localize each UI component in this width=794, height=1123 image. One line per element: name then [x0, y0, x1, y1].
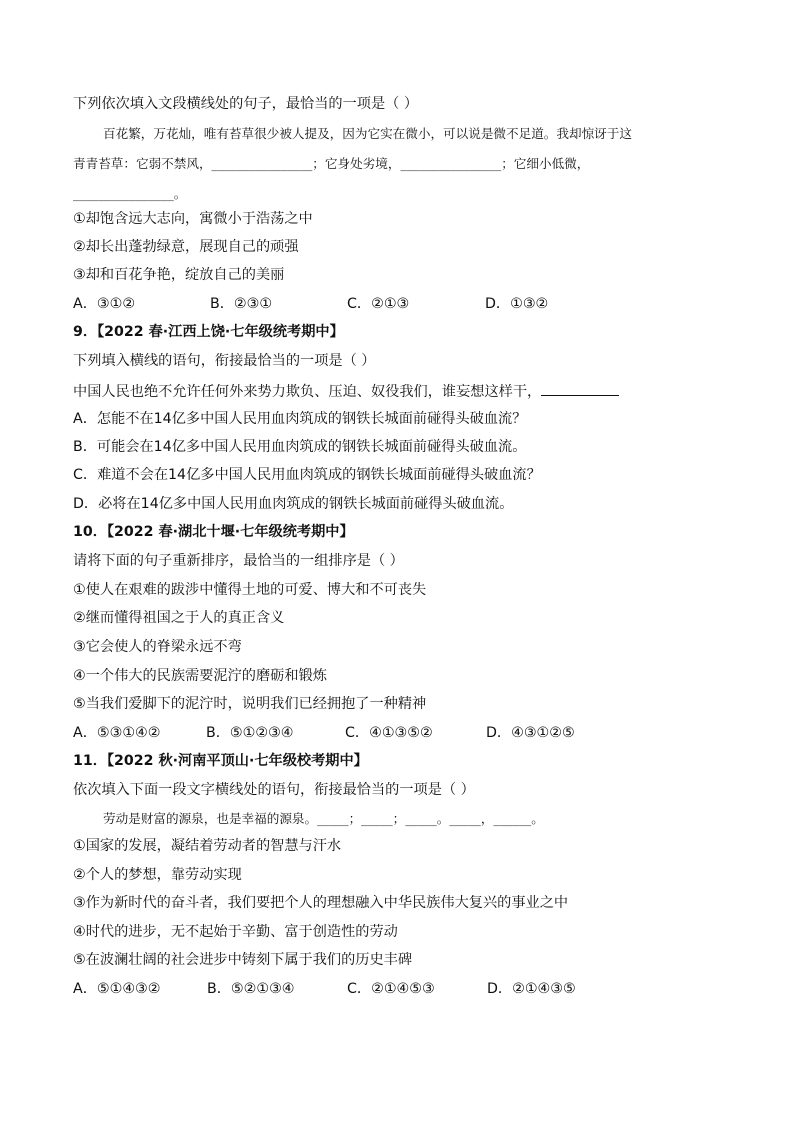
q8-item-1: ①却饱含远大志向，寓微小于浩荡之中: [73, 211, 313, 227]
q11-stem: 依次填入下面一段文字横线处的语句，衔接最恰当的一项是（ ）: [73, 782, 475, 798]
q9-sentence-text: 中国人民也绝不允许任何外来势力欺负、压迫、奴役我们，谁妄想这样干，: [73, 384, 542, 400]
q10-item-3: ③它会使人的脊梁永远不弯: [73, 639, 242, 655]
q11-option-b: B．⑤②①③④: [207, 981, 295, 997]
q8-stem: 下列依次填入文段横线处的句子，最恰当的一项是（ ）: [73, 96, 419, 112]
q8-option-d: D．①③②: [485, 296, 549, 312]
q8-passage-line-3: ________________。: [73, 186, 187, 201]
q9-option-a: A．怎能不在14亿多中国人民用血肉筑成的钢铁长城面前碰得头破血流？: [73, 411, 527, 427]
q11-item-2: ②个人的梦想，靠劳动实现: [73, 867, 242, 883]
q10-item-4: ④一个伟大的民族需要泥泞的磨砺和锻炼: [73, 668, 327, 684]
q11-item-3: ③作为新时代的奋斗者，我们要把个人的理想融入中华民族伟大复兴的事业之中: [73, 895, 569, 911]
q8-passage-line-2: 青青苔草：它弱不禁风，________________；它身处劣境，________________；它细小低微，: [73, 156, 590, 171]
q11-option-c: C．②①④⑤③: [347, 981, 435, 997]
q10-item-5: ⑤当我们爱脚下的泥泞时，说明我们已经拥抱了一种精神: [73, 696, 427, 712]
q8-item-2: ②却长出蓬勃绿意，展现自己的顽强: [73, 239, 299, 255]
q8-option-c: C．②①③: [347, 296, 410, 312]
q8-option-b: B．②③①: [210, 296, 273, 312]
q10-stem: 请将下面的句子重新排序，最恰当的一组排序是（ ）: [73, 553, 404, 569]
q11-item-1: ①国家的发展，凝结着劳动者的智慧与汗水: [73, 838, 342, 854]
q9-answer-blank: [541, 380, 619, 396]
q10-header: 10．【2022 春·湖北十堰·七年级统考期中】: [73, 524, 354, 540]
q8-passage-line-1: 百花繁，万花灿，唯有苔草很少被人提及，因为它实在微小，可以说是微不足道。我却惊讶于这: [103, 126, 632, 141]
q11-option-d: D．②①④③⑤: [487, 981, 576, 997]
q11-header: 11．【2022 秋·河南平顶山·七年级校考期中】: [73, 753, 368, 769]
q10-item-2: ②继而懂得祖国之于人的真正含义: [73, 610, 285, 626]
q11-item-4: ④时代的进步，无不起始于辛勤、富于创造性的劳动: [73, 924, 398, 940]
q10-option-b: B．⑤①②③④: [206, 725, 294, 741]
q9-option-b: B．可能会在14亿多中国人民用血肉筑成的钢铁长城面前碰得头破血流。: [73, 439, 527, 455]
q9-sentence: [73, 380, 619, 402]
q9-option-c: C．难道不会在14亿多中国人民用血肉筑成的钢铁长城面前碰得头破血流？: [73, 467, 541, 483]
q9-stem: 下列填入横线的语句，衔接最恰当的一项是（ ）: [73, 353, 376, 369]
q11-passage: 劳动是财富的源泉，也是幸福的源泉。_____；_____；_____。_____，______。: [103, 811, 544, 826]
q10-option-a: A．⑤③①④②: [73, 725, 161, 741]
q8-option-a: A．③①②: [73, 296, 136, 312]
q11-item-5: ⑤在波澜壮阔的社会进步中铸刻下属于我们的历史丰碑: [73, 952, 413, 968]
q8-item-3: ③却和百花争艳，绽放自己的美丽: [73, 267, 285, 283]
q10-option-c: C．④①③⑤②: [345, 725, 433, 741]
q10-option-d: D．④③①②⑤: [486, 725, 575, 741]
q11-option-a: A．⑤①④③②: [73, 981, 161, 997]
q9-option-d: D．必将在14亿多中国人民用血肉筑成的钢铁长城面前碰得头破血流。: [73, 496, 514, 512]
q10-item-1: ①使人在艰难的跋涉中懂得土地的可爱、博大和不可丧失: [73, 582, 427, 598]
q9-header: 9．【2022 春·江西上饶·七年级统考期中】: [73, 324, 344, 340]
